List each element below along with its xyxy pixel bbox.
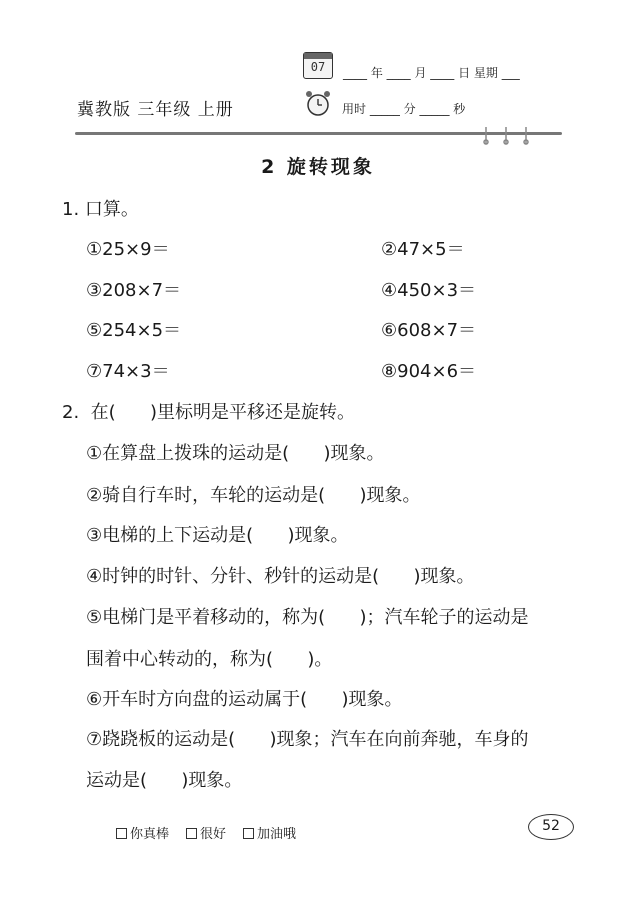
calendar-icon-number: 07	[310, 60, 326, 74]
checkbox-icon	[116, 828, 127, 839]
calc-item: ⑥608×7＝	[381, 320, 477, 341]
calc-item: ④450×3＝	[381, 280, 477, 301]
question-2-heading: 2. 在( )里标明是平移还是旋转。	[62, 402, 355, 423]
question-2-line: 围着中心转动的，称为( )。	[86, 649, 333, 670]
calc-item: ③208×7＝	[86, 280, 182, 301]
question-2-line: ①在算盘上拨珠的运动是( )现象。	[86, 443, 385, 464]
alarm-clock-icon	[303, 89, 333, 117]
question-2-line: ⑤电梯门是平着移动的，称为( )；汽车轮子的运动是	[86, 607, 529, 628]
question-1-heading: 1. 口算。	[62, 199, 139, 220]
date-line: ____ 年 ____ 月 ____ 日 星期 ___	[343, 66, 520, 80]
checkbox-icon	[186, 828, 197, 839]
rings-decoration	[478, 126, 534, 146]
rating-option-good[interactable]: 很好	[186, 823, 226, 842]
textbook-label: 冀教版 三年级 上册	[77, 100, 234, 120]
page-number: 52	[528, 814, 574, 840]
calc-item: ⑧904×6＝	[381, 361, 477, 382]
lesson-title: 2 旋转现象	[261, 156, 375, 178]
rating-option-keep-going[interactable]: 加油哦	[243, 823, 296, 842]
checkbox-icon	[243, 828, 254, 839]
calc-item: ⑤254×5＝	[86, 320, 182, 341]
calc-item: ⑦74×3＝	[86, 361, 170, 382]
question-2-line: ②骑自行车时，车轮的运动是( )现象。	[86, 485, 421, 506]
calc-item: ①25×9＝	[86, 239, 170, 260]
question-2-line: ⑥开车时方向盘的运动属于( )现象。	[86, 689, 403, 710]
question-2-line: 运动是( )现象。	[86, 770, 243, 791]
calc-item: ②47×5＝	[381, 239, 465, 260]
calendar-icon	[303, 52, 333, 79]
question-2-line: ④时钟的时针、分针、秒针的运动是( )现象。	[86, 566, 475, 587]
time-line: 用时 _____ 分 _____ 秒	[342, 102, 466, 116]
rating-option-great[interactable]: 你真棒	[116, 823, 169, 842]
question-2-line: ③电梯的上下运动是( )现象。	[86, 525, 349, 546]
question-2-line: ⑦跷跷板的运动是( )现象；汽车在向前奔驰，车身的	[86, 729, 529, 750]
